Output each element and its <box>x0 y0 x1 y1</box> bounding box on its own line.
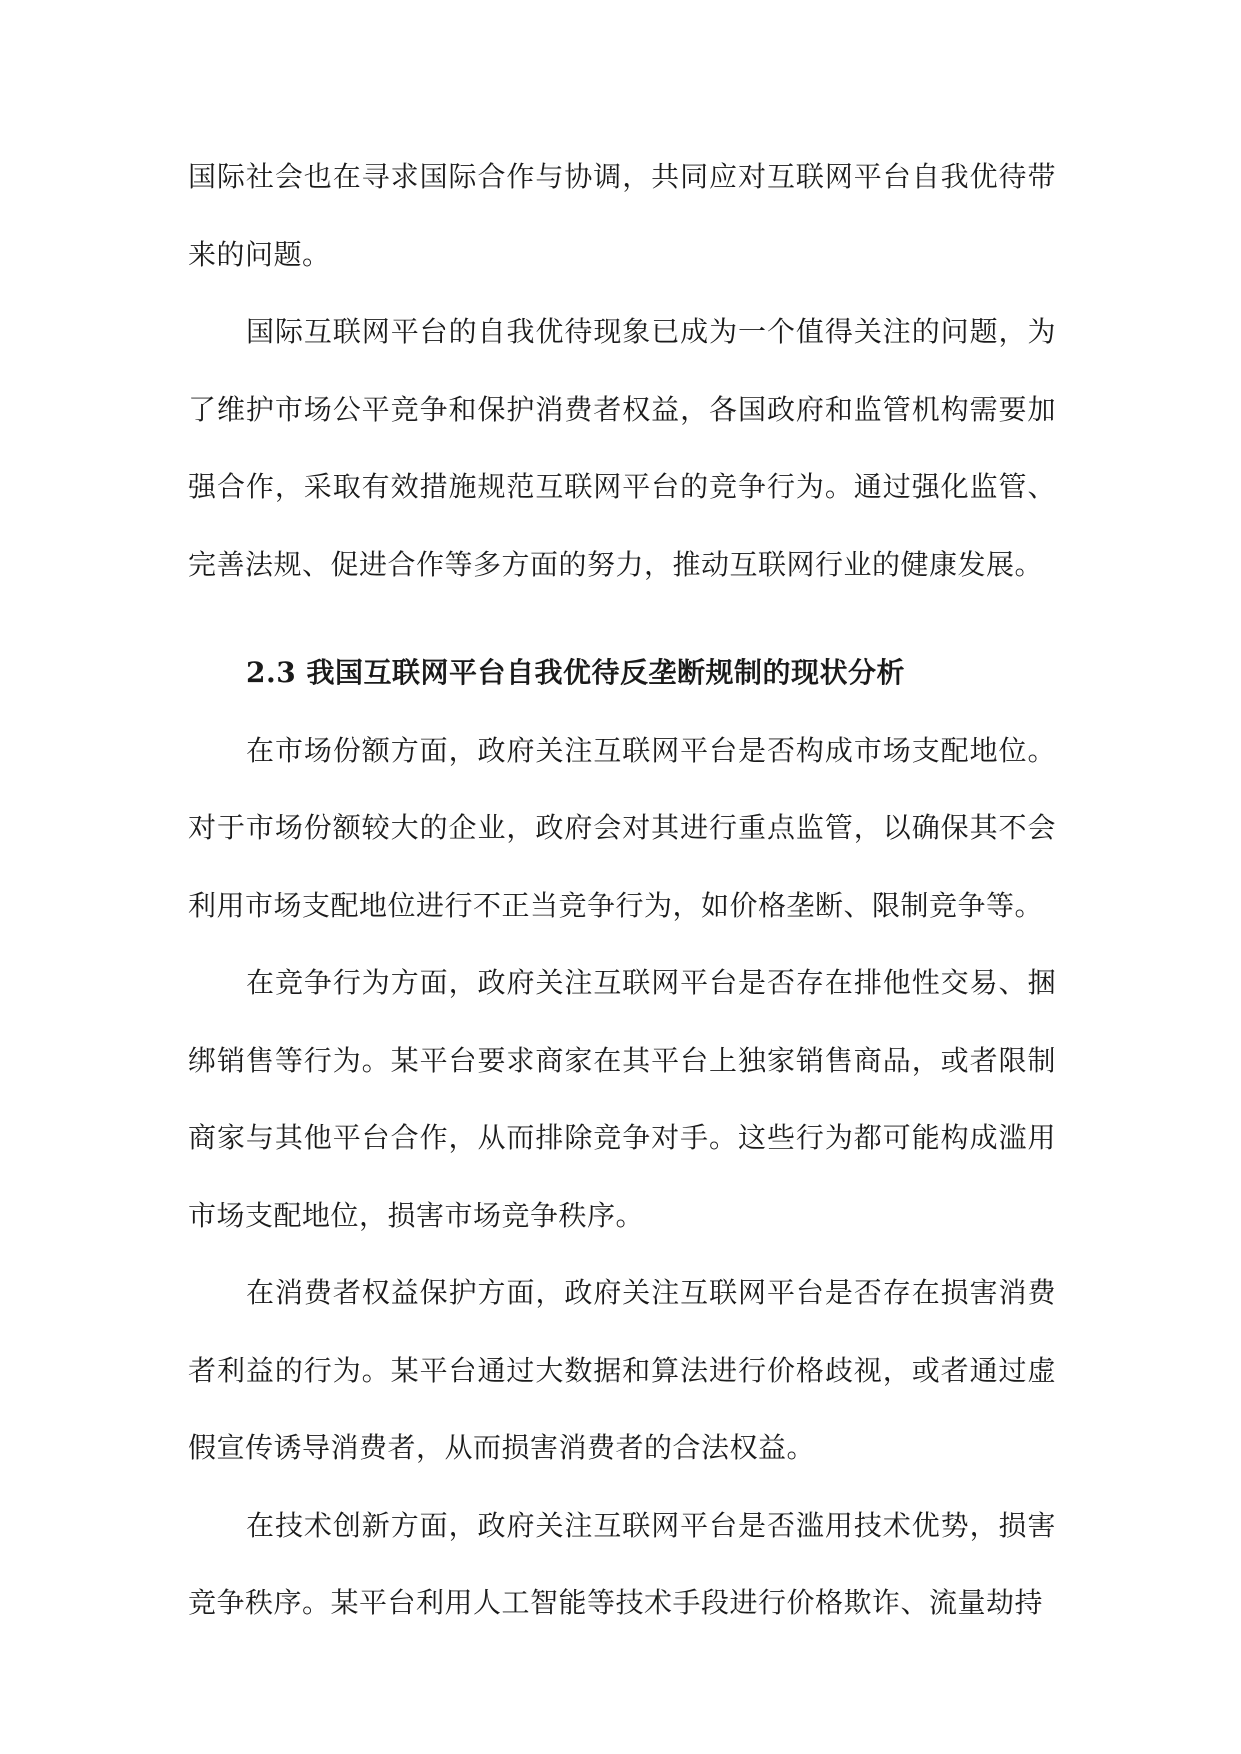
section-heading: 2.3 我国互联网平台自我优待反垄断规制的现状分析 <box>246 656 905 689</box>
text-column <box>188 138 1056 1642</box>
paragraph-summary: 国际互联网平台的自我优待现象已成为一个值得关注的问题，为了维护市场公平竞争和保护消费者权益，各国政府和监管机构需要加强合作，采取有效措施规范互联网平台的竞争行为。通过强化监管、完善法规、促进合作等多方面的努力，推动互联网行业的健康发展。 <box>188 315 1056 581</box>
paragraph-consumer-protection: 在消费者权益保护方面，政府关注互联网平台是否存在损害消费者利益的行为。某平台通过大数据和算法进行价格歧视，或者通过虚假宣传诱导消费者，从而损害消费者的合法权益。 <box>188 1276 1056 1464</box>
paragraph-competitive-behavior: 在竞争行为方面，政府关注互联网平台是否存在排他性交易、捆绑销售等行为。某平台要求商家在其平台上独家销售商品，或者限制商家与其他平台合作，从而排除竞争对手。这些行为都可能构成滥用市场支配地位，损害市场竞争秩序。 <box>188 966 1056 1232</box>
paragraph-technology-innovation: 在技术创新方面，政府关注互联网平台是否滥用技术优势，损害竞争秩序。某平台利用人工智能等技术手段进行价格欺诈、流量劫持 <box>188 1508 1056 1619</box>
paragraph-market-share: 在市场份额方面，政府关注互联网平台是否构成市场支配地位。对于市场份额较大的企业，政府会对其进行重点监管，以确保其不会利用市场支配地位进行不正当竞争行为，如价格垄断、限制竞争等。 <box>188 733 1056 922</box>
paragraph-continuation: 国际社会也在寻求国际合作与协调，共同应对互联网平台自我优待带来的问题。 <box>188 160 1056 271</box>
